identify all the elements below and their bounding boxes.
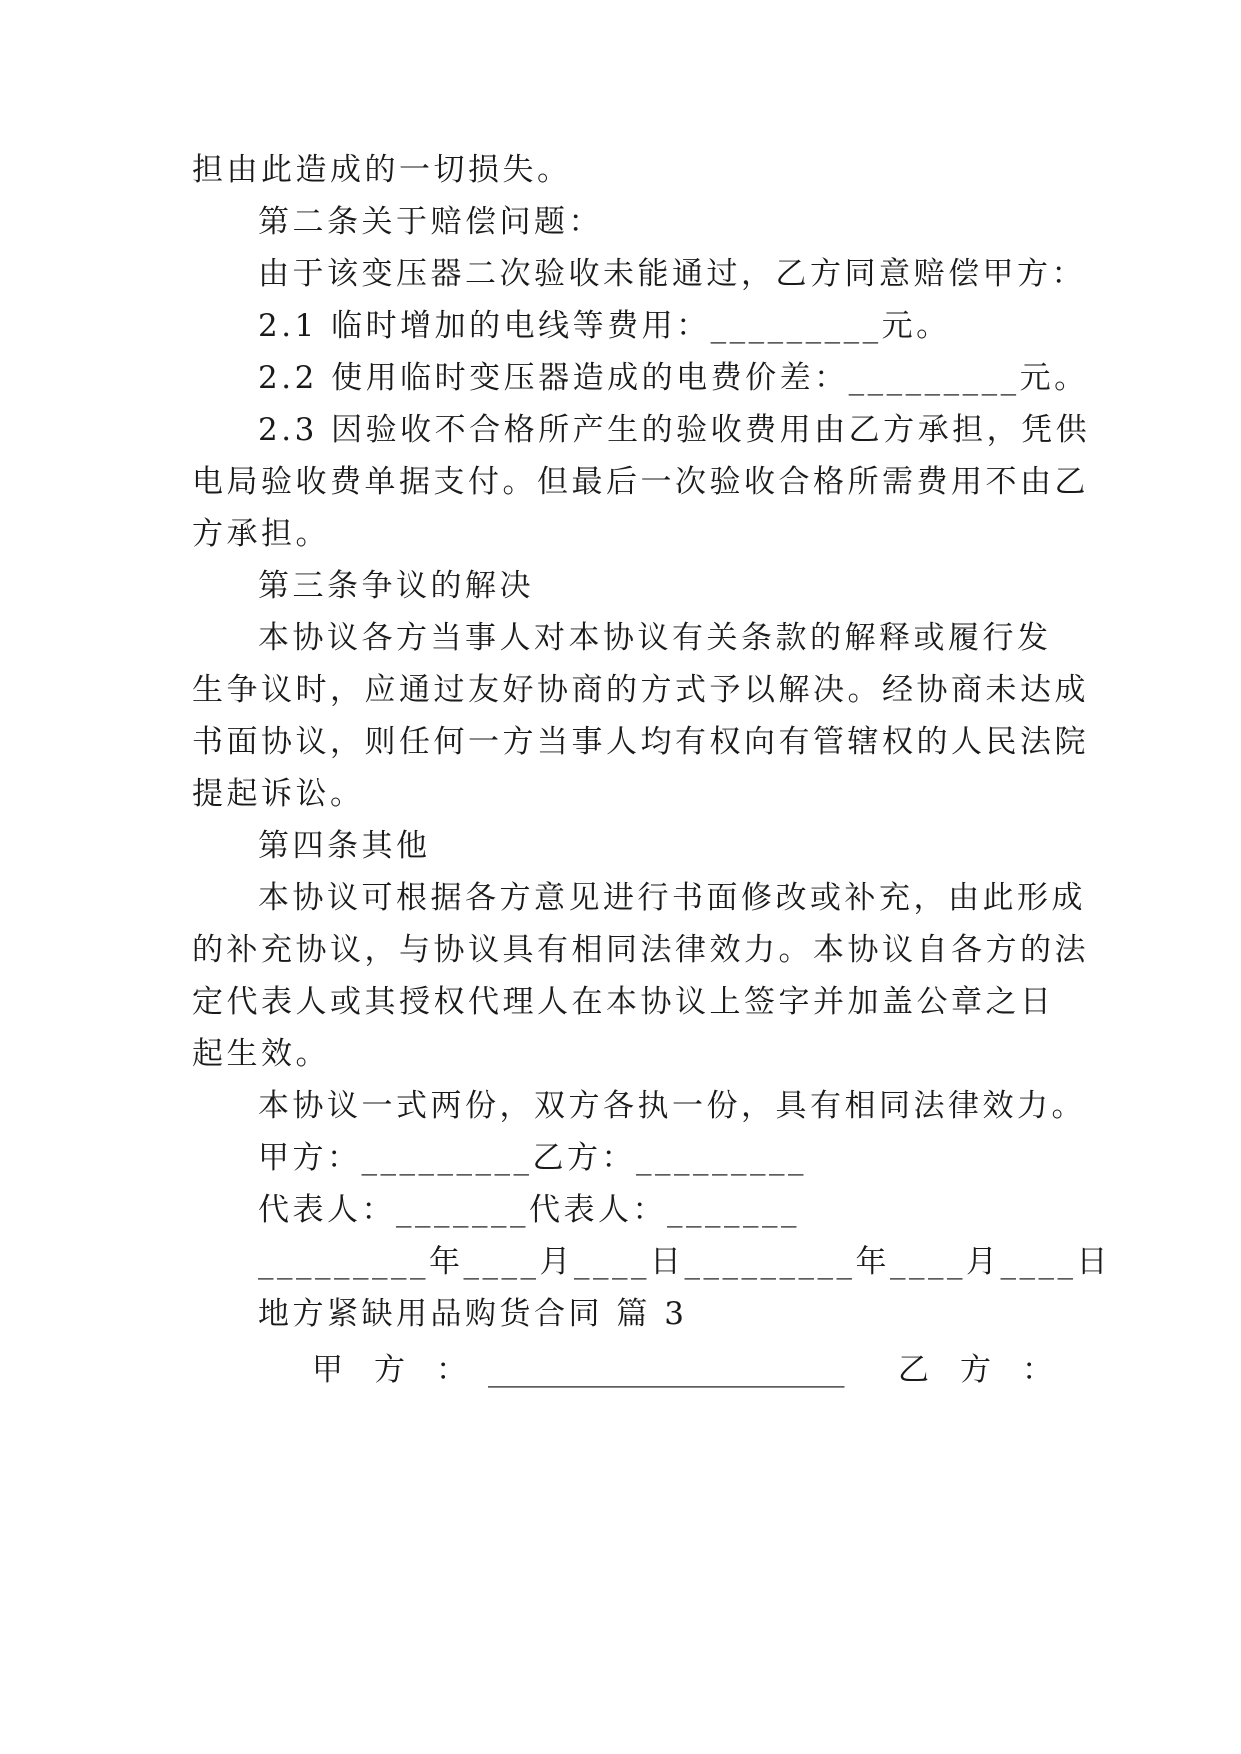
- clause-2-1: 2.1 临时增加的电线等费用：_________元。: [258, 308, 951, 344]
- clause-2-2: 2.2 使用临时变压器造成的电费价差：_________元。: [258, 360, 1089, 396]
- article-2-heading: 第二条关于赔偿问题：: [258, 204, 603, 240]
- article-4-heading: 第四条其他: [258, 828, 431, 864]
- text-line-19: 本协议一式两份，双方各执一份，具有相同法律效力。: [258, 1088, 1086, 1124]
- text-line-13: 提起诉讼。: [192, 776, 365, 812]
- text-line-8: 方承担。: [192, 516, 330, 552]
- text-line-7: 电局验收费单据支付。但最后一次验收合格所需费用不由乙: [192, 464, 1089, 500]
- text-line-3: 由于该变压器二次验收未能通过，乙方同意赔偿甲方：: [258, 256, 1086, 292]
- text-line-12: 书面协议，则任何一方当事人均有权向有管辖权的人民法院: [192, 724, 1089, 760]
- section-title: 地方紧缺用品购货合同 篇 3: [258, 1296, 688, 1332]
- text-line-10: 本协议各方当事人对本协议有关条款的解释或履行发: [258, 620, 1052, 656]
- text-line-17: 定代表人或其授权代理人在本协议上签字并加盖公章之日: [192, 984, 1055, 1020]
- signature-parties-line: 甲方：_________乙方：_________: [258, 1140, 807, 1176]
- party-a-blank: _______________________: [488, 1352, 845, 1388]
- party-a-label: 甲 方 ：: [312, 1352, 467, 1388]
- text-line-1: 担由此造成的一切损失。: [192, 152, 572, 188]
- text-line-16: 的补充协议，与协议具有相同法律效力。本协议自各方的法: [192, 932, 1089, 968]
- article-3-heading: 第三条争议的解决: [258, 568, 534, 604]
- signature-representatives-line: 代表人：_______代表人：_______: [258, 1192, 800, 1228]
- text-line-18: 起生效。: [192, 1036, 330, 1072]
- clause-2-3: 2.3 因验收不合格所产生的验收费用由乙方承担，凭供: [258, 412, 1091, 448]
- text-line-11: 生争议时，应通过友好协商的方式予以解决。经协商未达成: [192, 672, 1089, 708]
- party-b-label: 乙 方 ：: [898, 1352, 1053, 1388]
- text-line-15: 本协议可根据各方意见进行书面修改或补充，由此形成: [258, 880, 1086, 916]
- signature-dates-line: _________年____月____日_________年____月____日: [258, 1244, 1111, 1280]
